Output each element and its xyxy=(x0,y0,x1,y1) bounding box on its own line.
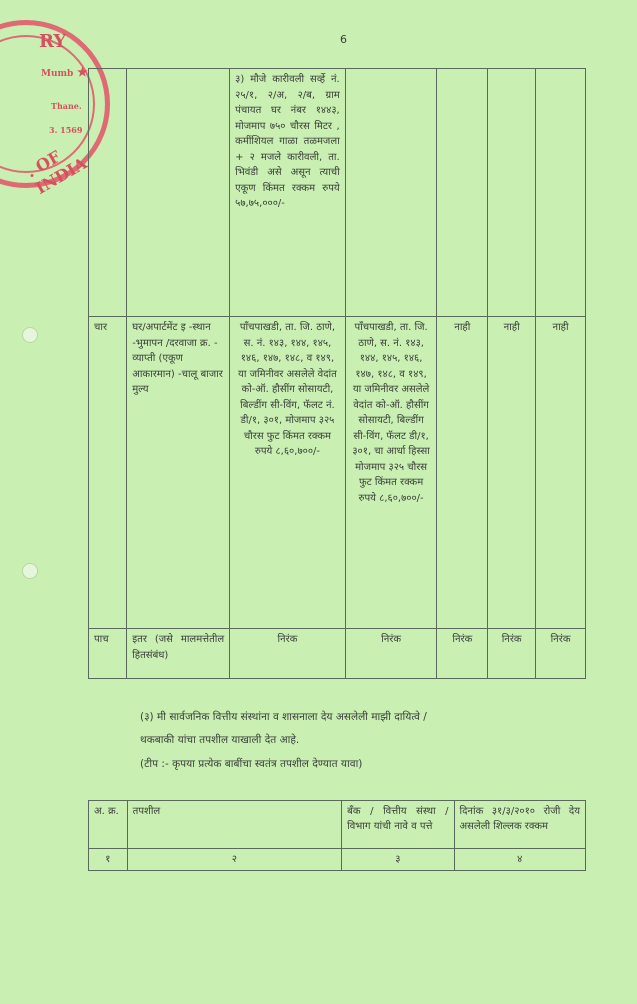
table-row xyxy=(89,849,586,871)
table-cell: पाँचपाखडी, ता. जि. ठाणे, स. नं. १४३, १४४, १४५, १४६, १४७, १४८, व १४९, या जमिनीवर असलेले वेदांत को-ऑ. हौसींग सोसायटी, बिल्डींग सी-विंग, फॅलट नं. डी/१, ३०१, मोजमाप ३२५ चौरस फुट किंमत रक्कम रुपये ८,६०,७००/- xyxy=(230,317,346,629)
table-header-cell: अ. क्र. xyxy=(89,801,128,849)
table-row xyxy=(89,69,586,317)
table-cell: २ xyxy=(127,849,341,871)
table-cell: पाच xyxy=(89,629,127,679)
liabilities-paragraph-line2: थकबाकी यांचा तपशील याखाली देत आहे. xyxy=(140,734,300,746)
liabilities-table xyxy=(88,800,586,871)
table-header-cell: बँक / वित्तीय संस्था / विभाग यांची नावे व पत्ते xyxy=(342,801,454,849)
table-cell: चार xyxy=(89,317,127,629)
table-cell: पाँचपाखडी, ता. जि. ठाणे, स. नं. १४३, १४४, १४५, १४६, १४७, १४८, व १४९, या जमिनीवर असलेले वेदांत को-ऑ. हौसींग सोसायटी, बिल्डींग सी-विंग, फॅलट डी/१, ३०१, चा आर्धा हिस्सा मोजमाप ३२५ चौरस फुट किंमत रक्कम रुपये ८,६०,७००/- xyxy=(345,317,437,629)
table-header-cell: तपशील xyxy=(127,801,341,849)
official-seal-stamp: RY Mumb ★ Thane. 3. 1569 . OF INDIA xyxy=(0,20,110,188)
liabilities-note: (टीप :- कृपया प्रत्येक बाबींचा स्वतंत्र तपशील देण्यात यावा) xyxy=(140,758,363,770)
assets-table xyxy=(88,68,586,679)
table-row xyxy=(89,629,586,679)
table-cell: निरंक xyxy=(437,629,488,679)
table-cell: निरंक xyxy=(488,629,536,679)
table-header-cell: दिनांक ३१/३/२०१० रोजी देय असलेली शिल्लक रक्कम xyxy=(454,801,585,849)
table-cell: नाही xyxy=(437,317,488,629)
table-cell: नाही xyxy=(488,317,536,629)
table-cell: घर/अपार्टमेंट इ -स्थान -भुमापन /दरवाजा क्र. - व्याप्ती (एकूण आकारमान) -चालू बाजार मुल्य xyxy=(127,317,230,629)
table-cell: ३ xyxy=(342,849,454,871)
table-cell: निरंक xyxy=(536,629,586,679)
table-cell: नाही xyxy=(536,317,586,629)
table-cell: निरंक xyxy=(345,629,437,679)
page-number: 6 xyxy=(340,33,347,46)
table-header-row xyxy=(89,801,586,849)
table-cell: निरंक xyxy=(230,629,346,679)
liabilities-paragraph-line1: (३) मी सार्वजनिक वित्तीय संस्थांना व शासनाला देय असलेली माझी दायित्वे / xyxy=(140,711,427,723)
punch-hole xyxy=(22,327,38,343)
table-row xyxy=(89,317,586,629)
table-cell: १ xyxy=(89,849,128,871)
table-cell: इतर (जसे मालमत्तेतील हितसंबंध) xyxy=(127,629,230,679)
table-cell: ३) मौजे कारीवली सर्व्हे नं. २५/१, २/अ, २/ब, ग्राम पंचायत घर नंबर १४४३, मोजमाप ७५० चौरस मिटर , कमींशियल गाळा तळमजला + २ मजले कारीवली, ता. भिवंडी असे असून त्याची एकूण किंमत रक्कम रुपये ५७,७५,०००/- xyxy=(230,69,346,317)
punch-hole xyxy=(22,563,38,579)
table-cell: ४ xyxy=(454,849,585,871)
